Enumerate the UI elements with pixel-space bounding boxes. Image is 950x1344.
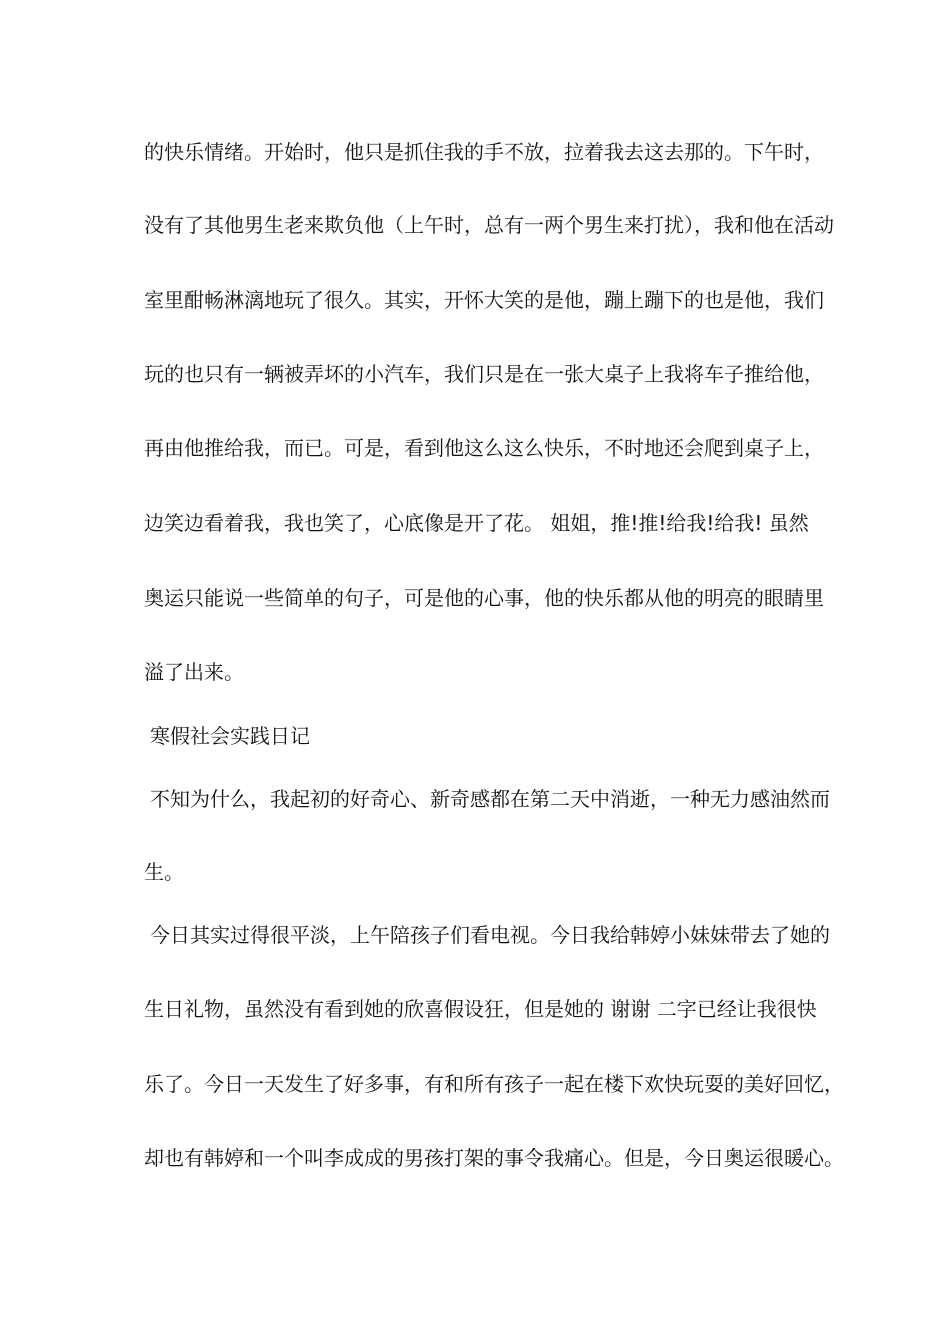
- text-line: 玩的也只有一辆被弄坏的小汽车，我们只是在一张大桌子上我将车子推给他，: [144, 362, 824, 386]
- text-line: 室里酣畅淋漓地玩了很久。其实，开怀大笑的是他，蹦上蹦下的也是他，我们: [144, 288, 824, 312]
- text-line: 再由他推给我，而已。可是，看到他这么这么快乐，不时地还会爬到桌子上，: [144, 436, 824, 460]
- text-line: 不知为什么，我起初的好奇心、新奇感都在第二天中消逝，一种无力感油然而: [150, 787, 830, 811]
- text-line: 生。: [144, 860, 184, 884]
- text-line: 没有了其他男生老来欺负他（上午时，总有一两个男生来打扰），我和他在活动: [144, 213, 834, 237]
- text-line: 奥运只能说一些简单的句子，可是他的心事，他的快乐都从他的明亮的眼睛里: [144, 586, 824, 610]
- text-line: 溢了出来。: [144, 660, 244, 684]
- text-line: 今日其实过得很平淡，上午陪孩子们看电视。今日我给韩婷小妹妹带去了她的: [150, 923, 830, 947]
- section-heading: 寒假社会实践日记: [150, 724, 310, 748]
- text-line: 的快乐情绪。开始时，他只是抓住我的手不放，拉着我去这去那的。下午时，: [144, 140, 824, 164]
- text-line: 生日礼物，虽然没有看到她的欣喜假设狂，但是她的 谢谢 二字已经让我很快: [144, 997, 817, 1021]
- text-line: 乐了。今日一天发生了好多事，有和所有孩子一起在楼下欢快玩耍的美好回忆，: [144, 1072, 844, 1096]
- text-line: 边笑边看着我，我也笑了，心底像是开了花。 姐姐，推!推!给我!给我! 虽然: [144, 511, 809, 535]
- text-line: 却也有韩婷和一个叫李成成的男孩打架的事令我痛心。但是，今日奥运很暖心。: [144, 1146, 844, 1170]
